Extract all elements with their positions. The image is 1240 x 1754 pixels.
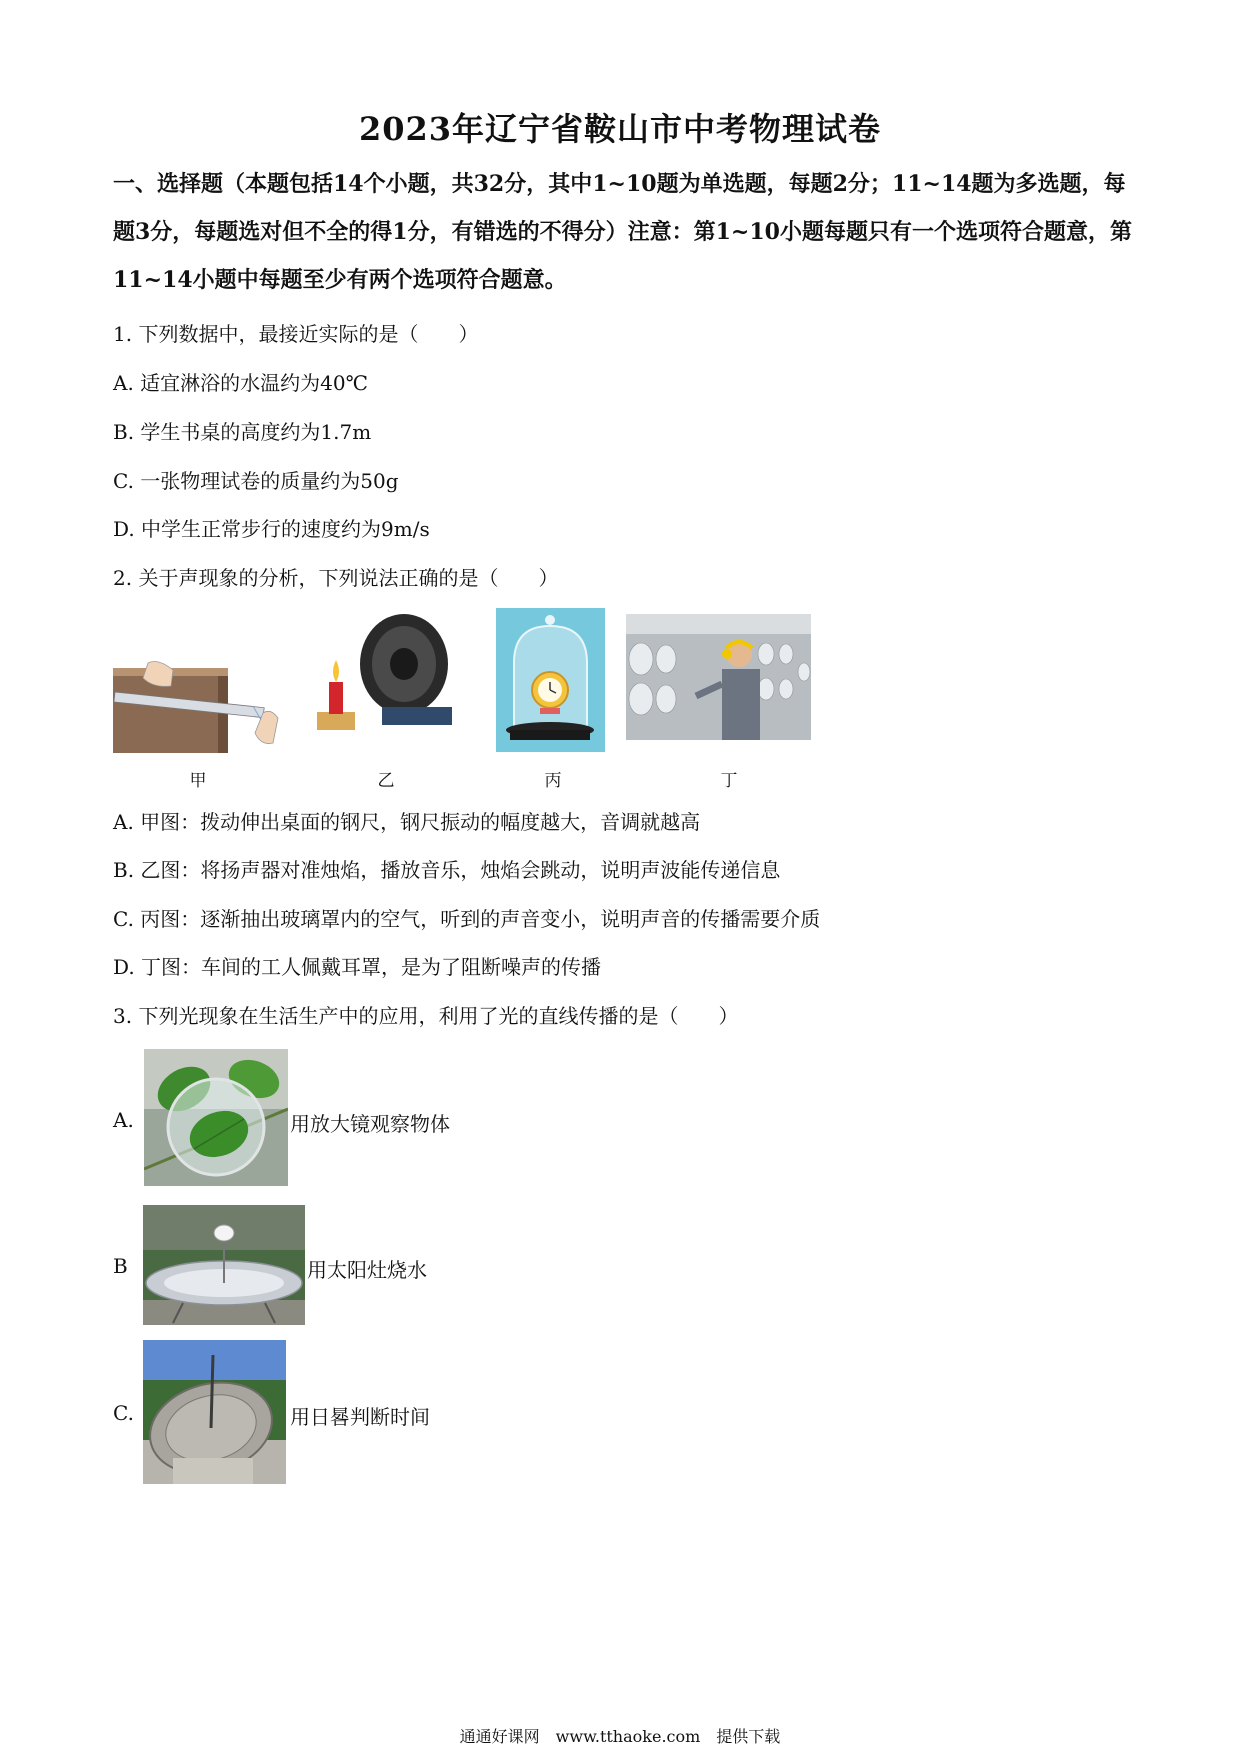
figure-magnifier (144, 1049, 288, 1186)
question-3-stem: 3. 下列光现象在生活生产中的应用，利用了光的直线传播的是（ ） (113, 1004, 739, 1028)
figure-solar-cooker (143, 1205, 305, 1325)
figure-caption-bing: 丙 (544, 771, 562, 791)
section-heading: 一、选择题（本题包括14个小题，共32分，其中1~10题为单选题，每题2分；11~14题为多选题，每题3分，每题选对但不全的得1分，有错选的不得分）注意：第1~10小题每题只有一个选项符合题意，第11~14小题中每题至少有两个选项符合题意。 (113, 171, 1132, 293)
question-1-option-d: D. 中学生正常步行的速度约为9m/s (113, 517, 430, 541)
question-1-option-a: A. 适宜淋浴的水温约为40℃ (113, 371, 368, 395)
figure-sundial (143, 1340, 286, 1484)
question-3-option-b-text: 用太阳灶烧水 (307, 1258, 427, 1282)
question-3-option-a-label: A. (113, 1108, 134, 1132)
figure-caption-ding: 丁 (720, 771, 738, 791)
question-1-stem: 1. 下列数据中，最接近实际的是（ ） (113, 322, 479, 346)
page-footer: 通通好课网 www.tthaoke.com 提供下载 (459, 1727, 781, 1746)
question-1-option-b: B. 学生书桌的高度约为1.7m (113, 420, 372, 444)
figure-ruler-on-table (113, 658, 283, 753)
question-3-option-c-label: C. (113, 1401, 134, 1425)
question-1-option-c: C. 一张物理试卷的质量约为50g (113, 469, 399, 493)
question-3-option-c-text: 用日晷判断时间 (290, 1405, 430, 1429)
page-title: 2023年辽宁省鞍山市中考物理试卷 (358, 110, 882, 148)
question-3-option-a-text: 用放大镜观察物体 (290, 1112, 450, 1136)
question-2-option-b: B. 乙图：将扬声器对准烛焰，播放音乐，烛焰会跳动，说明声波能传递信息 (113, 858, 781, 882)
question-3-option-b-label: B (113, 1254, 128, 1278)
figure-speaker-candle (312, 612, 457, 732)
figure-bell-jar-clock (496, 608, 605, 752)
figure-caption-jia: 甲 (189, 771, 207, 791)
figure-factory-worker (626, 614, 811, 740)
question-2-option-a: A. 甲图：拨动伸出桌面的钢尺，钢尺振动的幅度越大，音调就越高 (113, 810, 701, 834)
question-2-option-d: D. 丁图：车间的工人佩戴耳罩，是为了阻断噪声的传播 (113, 955, 602, 979)
question-2-option-c: C. 丙图：逐渐抽出玻璃罩内的空气，听到的声音变小，说明声音的传播需要介质 (113, 907, 821, 931)
figure-caption-yi: 乙 (377, 771, 395, 791)
question-2-stem: 2. 关于声现象的分析，下列说法正确的是（ ） (113, 566, 559, 590)
